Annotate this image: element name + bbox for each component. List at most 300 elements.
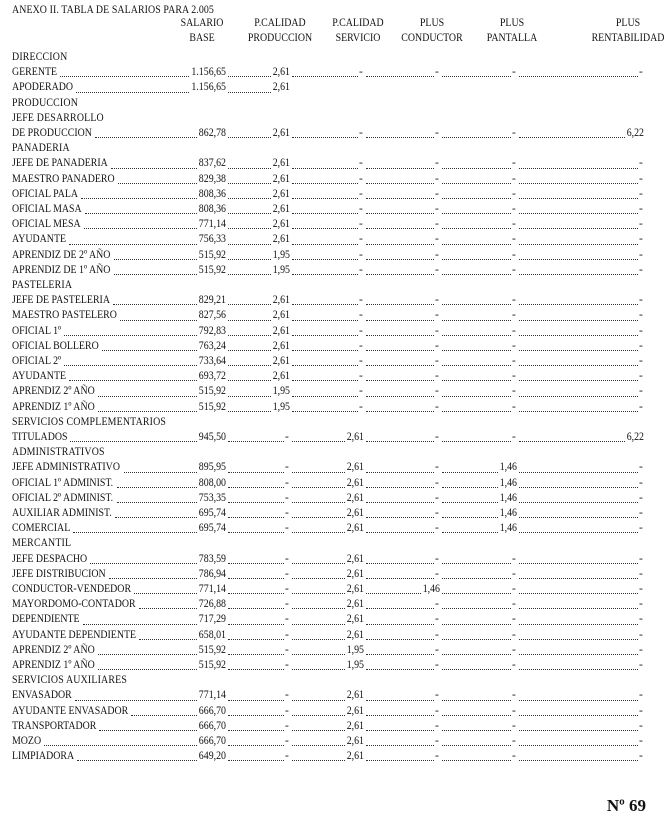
cell-value: 695,74 (198, 507, 226, 519)
dot-leader (228, 593, 284, 594)
dot-leader (519, 760, 638, 761)
row-label: JEFE ADMINISTRATIVO (12, 461, 120, 474)
empty-cell-dash: - (285, 735, 289, 747)
dot-leader (519, 624, 638, 625)
row-label: TITULADOS (12, 431, 68, 443)
empty-cell-dash: - (359, 248, 363, 261)
empty-cell-dash: - (512, 157, 516, 170)
dot-leader (519, 608, 638, 609)
empty-cell-dash: - (639, 218, 643, 231)
empty-cell-dash: - (512, 583, 516, 595)
cell-value: 666,70 (198, 735, 226, 747)
cell-value: 1,95 (346, 643, 364, 656)
dot-leader (519, 320, 638, 321)
dot-leader (366, 335, 434, 336)
table-row (0, 612, 668, 627)
cell-value: 1,95 (272, 400, 290, 413)
cell-value: 515,92 (198, 248, 226, 261)
empty-cell-dash: - (639, 704, 643, 717)
dot-leader (292, 304, 358, 305)
dot-leader (519, 487, 638, 488)
empty-cell-dash: - (435, 294, 439, 307)
dot-leader (442, 244, 511, 245)
dot-leader (228, 700, 284, 701)
row-label: APRENDIZ DE 1º AÑO (12, 263, 111, 276)
empty-cell-dash: - (512, 750, 516, 763)
category-row (0, 673, 668, 688)
cell-value: 1.156,65 (191, 66, 226, 79)
table-row (0, 293, 668, 308)
empty-cell-dash: - (639, 735, 643, 747)
row-label: CONDUCTOR-VENDEDOR (12, 583, 132, 595)
dot-leader (228, 760, 284, 761)
dot-leader (292, 228, 358, 229)
empty-cell-dash: - (639, 598, 643, 611)
dot-leader (442, 183, 511, 184)
empty-cell-dash: - (435, 157, 439, 170)
cell-value: 717,29 (198, 613, 226, 626)
category-label: PANADERIA (12, 142, 70, 155)
empty-cell-dash: - (512, 355, 516, 367)
empty-cell-dash: - (435, 659, 439, 671)
cell-value: 1.156,65 (191, 81, 226, 94)
empty-cell-dash: - (359, 355, 363, 367)
row-label: OFICIAL BOLLERO (12, 339, 99, 352)
dot-leader (366, 365, 434, 366)
empty-cell-dash: - (285, 522, 289, 535)
empty-cell-dash: - (639, 552, 643, 565)
dot-leader (366, 608, 434, 609)
column-header (583, 16, 668, 46)
empty-cell-dash: - (285, 689, 289, 702)
category-row (0, 141, 668, 156)
row-label: AYUDANTE DEPENDIENTE (12, 628, 137, 641)
category-row (0, 536, 668, 551)
empty-cell-dash: - (285, 704, 289, 717)
dot-leader (442, 669, 511, 670)
dot-leader (519, 715, 638, 716)
empty-cell-dash: - (639, 476, 643, 489)
dot-leader (228, 578, 284, 579)
category-row (0, 278, 668, 293)
row-label: APRENDIZ 2º AÑO (12, 385, 95, 398)
dot-leader (292, 198, 358, 199)
cell-value: 733,64 (198, 355, 226, 367)
empty-cell-dash: - (435, 719, 439, 732)
dot-leader (519, 396, 638, 397)
empty-cell-dash: - (639, 263, 643, 276)
empty-cell-dash: - (639, 750, 643, 763)
dot-leader (366, 411, 434, 412)
dot-leader (228, 608, 284, 609)
row-label: GERENTE (12, 66, 58, 79)
dot-leader (366, 76, 434, 77)
cell-value: 2,61 (272, 157, 290, 170)
empty-cell-dash: - (512, 689, 516, 702)
dot-leader (442, 441, 511, 442)
table-row (0, 719, 668, 734)
dot-leader (442, 365, 511, 366)
empty-cell-dash: - (285, 598, 289, 611)
empty-cell-dash: - (639, 507, 643, 519)
cell-value: 1,46 (499, 491, 517, 504)
cell-value: 2,61 (272, 172, 290, 185)
category-label: PRODUCCION (12, 96, 79, 109)
table-row (0, 324, 668, 339)
empty-cell-dash: - (639, 339, 643, 352)
table-row (0, 232, 668, 247)
cell-value: 827,56 (198, 309, 226, 322)
empty-cell-dash: - (512, 66, 516, 79)
table-row (0, 749, 668, 764)
dot-leader (366, 198, 434, 199)
cell-value: 2,61 (346, 628, 364, 641)
cell-value: 2,61 (346, 552, 364, 565)
cell-value: 666,70 (198, 704, 226, 717)
dot-leader (60, 76, 189, 77)
empty-cell-dash: - (435, 598, 439, 611)
cell-value: 2,61 (272, 324, 290, 337)
dot-leader (442, 76, 511, 77)
empty-cell-dash: - (435, 400, 439, 413)
dot-leader (519, 228, 638, 229)
column-header (321, 16, 395, 46)
dot-leader (366, 700, 434, 701)
empty-cell-dash: - (512, 431, 516, 443)
dot-leader (366, 517, 434, 518)
row-label: OFICIAL 2º ADMINIST. (12, 491, 114, 504)
row-label: OFICIAL MASA (12, 203, 82, 215)
dot-leader (442, 198, 511, 199)
dot-leader (519, 730, 638, 731)
empty-cell-dash: - (435, 355, 439, 367)
dot-leader (228, 487, 284, 488)
dot-leader (292, 168, 358, 169)
empty-cell-dash: - (639, 324, 643, 337)
dot-leader (442, 411, 511, 412)
dot-leader (442, 259, 511, 260)
column-header-line: CONDUCTOR (401, 32, 463, 44)
empty-cell-dash: - (435, 689, 439, 702)
empty-cell-dash: - (435, 203, 439, 215)
cell-value: 2,61 (272, 309, 290, 322)
cell-value: 829,21 (198, 294, 226, 307)
dot-leader (442, 335, 511, 336)
empty-cell-dash: - (435, 628, 439, 641)
dot-leader (519, 669, 638, 670)
dot-leader (292, 396, 358, 397)
empty-cell-dash: - (639, 66, 643, 79)
table-row (0, 734, 668, 749)
cell-value: 2,61 (272, 66, 290, 79)
dot-leader (228, 441, 284, 442)
dot-leader (519, 517, 638, 518)
empty-cell-dash: - (359, 172, 363, 185)
cell-value: 2,61 (346, 598, 364, 611)
empty-cell-dash: - (285, 628, 289, 641)
empty-cell-dash: - (639, 370, 643, 383)
cell-value: 1,95 (272, 248, 290, 261)
empty-cell-dash: - (435, 491, 439, 504)
empty-cell-dash: - (639, 248, 643, 261)
empty-cell-dash: - (512, 704, 516, 717)
cell-value: 783,59 (198, 552, 226, 565)
empty-cell-dash: - (512, 567, 516, 580)
table-row (0, 704, 668, 719)
cell-value: 695,74 (198, 522, 226, 535)
empty-cell-dash: - (435, 507, 439, 519)
dot-leader (228, 730, 284, 731)
cell-value: 6,22 (626, 127, 644, 139)
dot-leader (292, 365, 358, 366)
table-row (0, 172, 668, 187)
cell-value: 1,46 (499, 522, 517, 535)
empty-cell-dash: - (512, 309, 516, 322)
category-label: DIRECCION (12, 51, 68, 63)
empty-cell-dash: - (359, 370, 363, 383)
empty-cell-dash: - (359, 157, 363, 170)
dot-leader (366, 654, 434, 655)
dot-leader (292, 76, 358, 77)
cell-value: 2,61 (272, 127, 290, 139)
dot-leader (442, 137, 511, 138)
cell-value: 808,36 (198, 187, 226, 200)
empty-cell-dash: - (285, 552, 289, 565)
cell-value: 1,95 (272, 263, 290, 276)
table-row (0, 369, 668, 384)
row-label: DE PRODUCCION (12, 127, 92, 139)
empty-cell-dash: - (639, 567, 643, 580)
dot-leader (519, 335, 638, 336)
cell-value: 1,46 (499, 507, 517, 519)
dot-leader (442, 168, 511, 169)
row-label: AYUDANTE ENVASADOR (12, 704, 129, 717)
dot-leader (366, 532, 434, 533)
empty-cell-dash: - (435, 552, 439, 565)
empty-cell-dash: - (639, 355, 643, 367)
empty-cell-dash: - (435, 431, 439, 443)
row-label: MAYORDOMO-CONTADOR (12, 598, 136, 611)
table-row (0, 217, 668, 232)
cell-value: 753,35 (198, 491, 226, 504)
empty-cell-dash: - (359, 263, 363, 276)
empty-cell-dash: - (512, 552, 516, 565)
row-label: APRENDIZ DE 2º AÑO (12, 248, 111, 261)
cell-value: 2,61 (272, 218, 290, 231)
row-label: OFICIAL MESA (12, 218, 81, 231)
row-label: DEPENDIENTE (12, 613, 80, 626)
dot-leader (292, 244, 358, 245)
dot-leader (76, 92, 189, 93)
empty-cell-dash: - (359, 339, 363, 352)
row-label: AYUDANTE (12, 233, 67, 246)
empty-cell-dash: - (639, 400, 643, 413)
cell-value: 771,14 (198, 689, 226, 702)
dot-leader (519, 532, 638, 533)
row-label: JEFE DE PASTELERIA (12, 294, 110, 307)
empty-cell-dash: - (639, 628, 643, 641)
column-header-line: P.CALIDAD (332, 17, 384, 29)
cell-value: 2,61 (346, 719, 364, 732)
empty-cell-dash: - (435, 233, 439, 246)
table-row (0, 308, 668, 323)
dot-leader (442, 608, 511, 609)
dot-leader (366, 396, 434, 397)
empty-cell-dash: - (435, 704, 439, 717)
empty-cell-dash: - (639, 187, 643, 200)
dot-leader (366, 730, 434, 731)
table-row (0, 658, 668, 673)
dot-leader (366, 669, 434, 670)
dot-leader (366, 228, 434, 229)
column-header-line: P.CALIDAD (254, 17, 306, 29)
empty-cell-dash: - (512, 719, 516, 732)
column-header-line: PLUS (499, 17, 525, 29)
cell-value: 2,61 (346, 461, 364, 474)
row-label: APRENDIZ 1º AÑO (12, 400, 95, 413)
empty-cell-dash: - (359, 218, 363, 231)
dot-leader (366, 745, 434, 746)
empty-cell-dash: - (359, 187, 363, 200)
row-label: APODERADO (12, 81, 73, 94)
empty-cell-dash: - (639, 385, 643, 398)
empty-cell-dash: - (512, 127, 516, 139)
table-row (0, 202, 668, 217)
empty-cell-dash: - (639, 172, 643, 185)
dot-leader (228, 532, 284, 533)
dot-leader (228, 502, 284, 503)
dot-leader (442, 654, 511, 655)
row-label: JEFE DESPACHO (12, 552, 88, 565)
cell-value: 2,61 (346, 507, 364, 519)
dot-leader (519, 380, 638, 381)
cell-value: 808,36 (198, 203, 226, 215)
cell-value: 2,61 (346, 583, 364, 595)
empty-cell-dash: - (435, 248, 439, 261)
dot-leader (519, 639, 638, 640)
dot-leader (292, 350, 358, 351)
dot-leader (519, 198, 638, 199)
table-row (0, 460, 668, 475)
empty-cell-dash: - (285, 643, 289, 656)
dot-leader (366, 472, 434, 473)
table-row (0, 80, 668, 95)
dot-leader (442, 593, 511, 594)
empty-cell-dash: - (639, 522, 643, 535)
table-row (0, 688, 668, 703)
dot-leader (366, 183, 434, 184)
dot-leader (442, 396, 511, 397)
dot-leader (442, 380, 511, 381)
table-row (0, 552, 668, 567)
empty-cell-dash: - (512, 248, 516, 261)
empty-cell-dash: - (639, 583, 643, 595)
cell-value: 2,61 (272, 187, 290, 200)
dot-leader (519, 700, 638, 701)
cell-value: 1,46 (422, 583, 440, 595)
cell-value: 1,46 (499, 461, 517, 474)
cell-value: 2,61 (346, 491, 364, 504)
cell-value: 649,20 (198, 750, 226, 763)
dot-leader (292, 213, 358, 214)
cell-value: 515,92 (198, 385, 226, 398)
cell-value: 771,14 (198, 583, 226, 595)
cell-value: 2,61 (346, 522, 364, 535)
document-title: ANEXO II. TABLA DE SALARIOS PARA 2.005 (12, 4, 214, 16)
dot-leader (519, 578, 638, 579)
dot-leader (366, 639, 434, 640)
column-header (237, 16, 323, 46)
empty-cell-dash: - (435, 172, 439, 185)
dot-leader (442, 304, 511, 305)
empty-cell-dash: - (639, 461, 643, 474)
row-label: AYUDANTE (12, 370, 67, 383)
empty-cell-dash: - (359, 385, 363, 398)
cell-value: 693,72 (198, 370, 226, 383)
column-header (475, 16, 549, 46)
cell-value: 895,95 (198, 461, 226, 474)
dot-leader (366, 274, 434, 275)
dot-leader (228, 624, 284, 625)
empty-cell-dash: - (512, 628, 516, 641)
dot-leader (366, 137, 434, 138)
empty-cell-dash: - (512, 735, 516, 747)
cell-value: 515,92 (198, 643, 226, 656)
dot-leader (442, 715, 511, 716)
table-row (0, 628, 668, 643)
empty-cell-dash: - (512, 643, 516, 656)
dot-leader (519, 244, 638, 245)
column-header-line: PRODUCCION (247, 32, 313, 44)
dot-leader (442, 639, 511, 640)
table-row (0, 506, 668, 521)
dot-leader (519, 411, 638, 412)
dot-leader (366, 502, 434, 503)
dot-leader (228, 563, 284, 564)
row-label: MAESTRO PASTELERO (12, 309, 117, 322)
cell-value: 2,61 (272, 81, 290, 94)
dot-leader (442, 760, 511, 761)
dot-leader (228, 715, 284, 716)
dot-leader (366, 760, 434, 761)
cell-value: 837,62 (198, 157, 226, 170)
empty-cell-dash: - (435, 324, 439, 337)
dot-leader (442, 563, 511, 564)
cell-value: 2,61 (346, 476, 364, 489)
empty-cell-dash: - (435, 735, 439, 747)
cell-value: 792,83 (198, 324, 226, 337)
empty-cell-dash: - (435, 370, 439, 383)
column-header-line: PLUS (615, 17, 641, 29)
row-label: APRENDIZ 2º AÑO (12, 643, 95, 656)
dot-leader (292, 320, 358, 321)
empty-cell-dash: - (512, 233, 516, 246)
dot-leader (366, 441, 434, 442)
dot-leader (519, 654, 638, 655)
empty-cell-dash: - (359, 324, 363, 337)
empty-cell-dash: - (512, 598, 516, 611)
empty-cell-dash: - (359, 233, 363, 246)
cell-value: 808,00 (198, 476, 226, 489)
dot-leader (442, 274, 511, 275)
dot-leader (519, 365, 638, 366)
row-label: APRENDIZ 1º AÑO (12, 659, 95, 671)
table-row (0, 156, 668, 171)
cell-value: 515,92 (198, 263, 226, 276)
dot-leader (442, 350, 511, 351)
dot-leader (519, 563, 638, 564)
cell-value: 763,24 (198, 339, 226, 352)
